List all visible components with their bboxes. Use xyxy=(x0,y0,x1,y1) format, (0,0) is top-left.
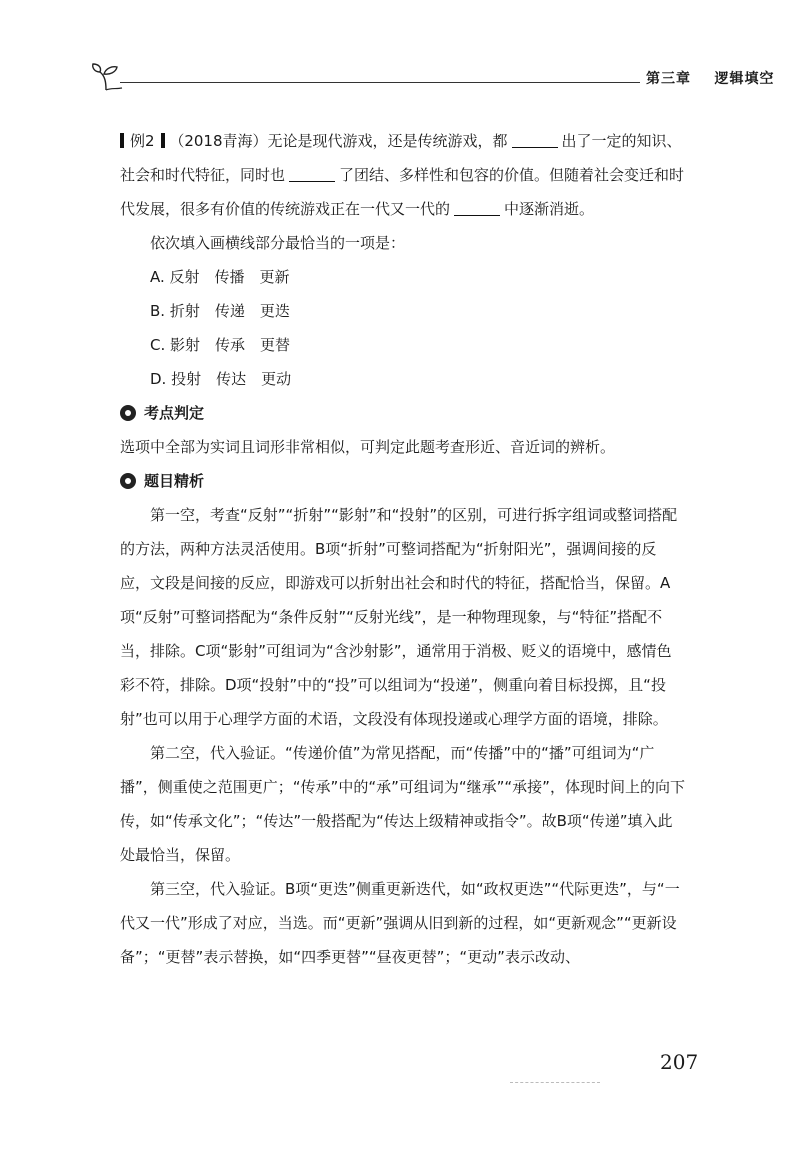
analysis-title: 题目精析 xyxy=(144,472,205,490)
example-paragraph xyxy=(120,124,686,226)
fill-blank-3 xyxy=(454,199,500,216)
chapter-title xyxy=(646,68,786,88)
kaodian-heading xyxy=(120,396,686,430)
fill-blank-1 xyxy=(512,131,558,148)
analysis-heading xyxy=(120,464,686,498)
fill-blank-2 xyxy=(289,165,335,182)
option-b: B. 折射 传递 更迭 xyxy=(150,302,290,320)
page-body xyxy=(120,124,686,974)
option-c: C. 影射 传承 更替 xyxy=(150,336,291,354)
page-number: 207 xyxy=(660,1050,699,1074)
analysis-paragraph-3: 第三空，代入验证。B项“更迭”侧重更新迭代，如“政权更迭”“代际更迭”，与“一代又一代”形成了对应，当选。而“更新”强调从旧到新的过程，如“更新观念”“更新设备”；“更替”表示替换，如“四季更替”“昼夜更替”；“更动”表示改动、 xyxy=(120,880,680,966)
kaodian-text: 选项中全部为实词且词形非常相似，可判定此题考查形近、音近词的辨析。 xyxy=(120,438,616,456)
question-prompt: 依次填入画横线部分最恰当的一项是： xyxy=(150,234,406,252)
analysis-paragraph-1: 第一空，考查“反射”“折射”“影射”和“投射”的区别，可进行拆字组词或整词搭配的方法，两种方法灵活使用。B项“折射”可整词搭配为“折射阳光”，强调间接的反应，文段是间接的反应，即游戏可以折射出社会和时代的特征，搭配恰当，保留。A项“反射”可整词搭配为“条件反射”“反射光线”，是一种物理现象，与“特征”搭配不当，排除。C项“影射”可组词为“含沙射影”，通常用于消极、贬义的语境中，感情色彩不符，排除。D项“投射”中的“投”可以组词为“投递”，侧重向着目标投掷，且“投射”也可以用于心理学方面的术语，文段没有体现投递或心理学方面的语境，排除。 xyxy=(120,506,678,728)
analysis-paragraph-2: 第二空，代入验证。“传递价值”为常见搭配，而“传播”中的“播”可组词为“广播”，侧重使之范围更广；“传承”中的“承”可组词为“继承”“承接”，体现时间上的向下传，如“传承文化”；“传达”一般搭配为“传达上级精神或指令”。故B项“传递”填入此处最恰当，保留。 xyxy=(120,744,685,864)
target-icon xyxy=(120,405,136,421)
example-text-2: 出了一定的知识、社会和时代特征，同时也 xyxy=(120,132,682,184)
header-rule-left xyxy=(120,82,640,83)
sprout-icon xyxy=(90,62,124,92)
example-label: 例2 xyxy=(130,132,155,150)
kaodian-title: 考点判定 xyxy=(144,404,205,422)
footer-rule xyxy=(510,1082,600,1083)
section-name: 逻辑填空 xyxy=(714,71,775,87)
example-text-3: 了团结、多样性和包容的价值。但随着社会变迁和时代发展，很多有价值的传统游戏正在一代又一代的 xyxy=(120,166,685,218)
label-bar-right xyxy=(161,133,165,148)
option-a: A. 反射 传播 更新 xyxy=(150,268,290,286)
chapter-number: 第三章 xyxy=(646,71,691,87)
example-text-4: 中逐渐消逝。 xyxy=(504,200,595,218)
pen-icon xyxy=(120,473,136,489)
option-d: D. 投射 传达 更动 xyxy=(150,370,292,388)
label-bar-left xyxy=(120,133,124,148)
example-text-1: （2018青海）无论是现代游戏，还是传统游戏，都 xyxy=(169,132,508,150)
running-header xyxy=(90,68,775,96)
